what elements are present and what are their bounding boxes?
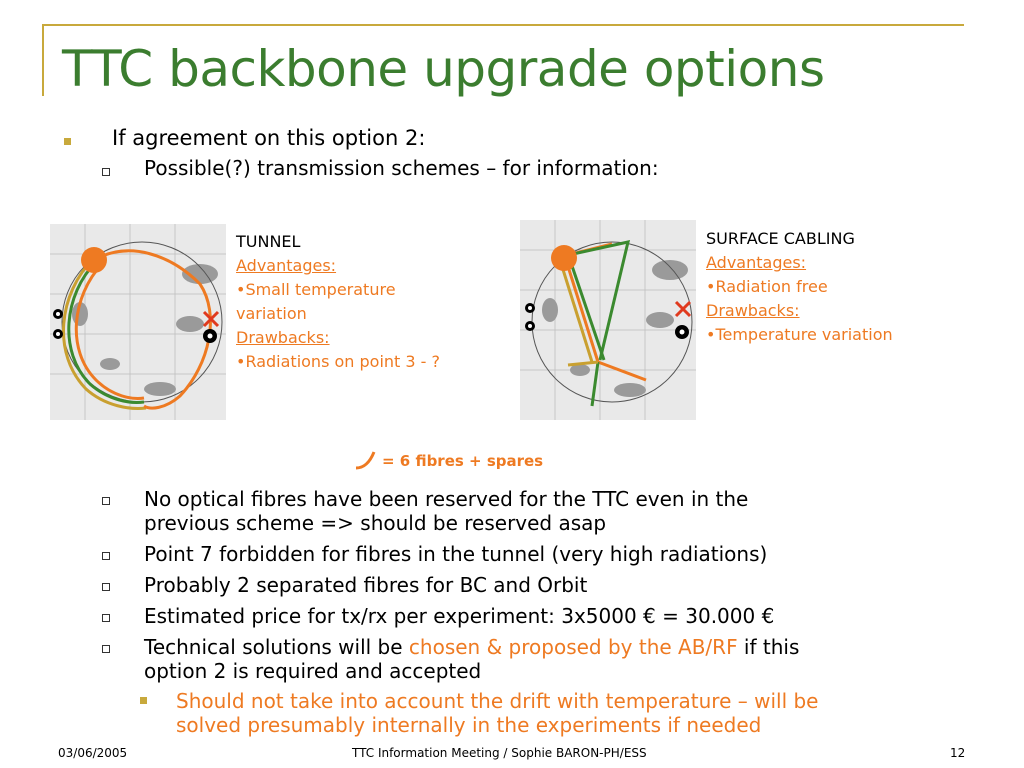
fibre-legend-icon	[354, 448, 380, 472]
main-bullet-text: If agreement on this option 2:	[112, 126, 426, 150]
bullet-hollow-square-icon	[102, 552, 110, 560]
footer-date: 03/06/2005	[58, 746, 128, 760]
tunnel-map-figure	[50, 224, 226, 420]
point-3: Probably 2 separated fibres for BC and Orbit	[144, 573, 588, 597]
footer-page-number: 12	[950, 746, 966, 760]
point-5-text-c: if this	[737, 635, 800, 659]
tunnel-advantages-label: Advantages:	[236, 256, 337, 275]
fibre-legend-text: = 6 fibres + spares	[382, 452, 544, 470]
point-5-line-2: option 2 is required and accepted	[144, 659, 482, 683]
sub-point-line-2: solved presumably internally in the experiments if needed	[176, 713, 762, 737]
slide-title: TTC backbone upgrade options	[62, 40, 825, 98]
footer-center: TTC Information Meeting / Sophie BARON-PH/ESS	[352, 746, 647, 760]
point-5-line-1	[144, 635, 799, 659]
bullet-hollow-square-icon	[102, 497, 110, 505]
tunnel-advantage-1b: variation	[236, 304, 307, 323]
point-1-line-2: previous scheme => should be reserved asap	[144, 511, 607, 535]
point-4: Estimated price for tx/rx per experiment: 3x5000 € = 30.000 €	[144, 604, 775, 628]
bullet-hollow-square-icon	[102, 614, 110, 622]
surface-caption	[706, 227, 893, 347]
surface-drawbacks-label: Drawbacks:	[706, 301, 800, 320]
frame-top-line	[42, 24, 964, 26]
surface-drawback-1: •Temperature variation	[706, 325, 893, 344]
point-5-text-a: Technical solutions will be	[144, 635, 409, 659]
tunnel-heading: TUNNEL	[236, 232, 301, 251]
sub-bullet-text: Possible(?) transmission schemes – for information:	[144, 156, 659, 180]
bullet-square-icon	[140, 697, 147, 704]
tunnel-advantage-1: •Small temperature	[236, 280, 396, 299]
sub-point-line-1: Should not take into account the drift with temperature – will be	[176, 689, 819, 713]
point-2: Point 7 forbidden for fibres in the tunnel (very high radiations)	[144, 542, 768, 566]
tunnel-drawbacks-label: Drawbacks:	[236, 328, 330, 347]
surface-advantage-1: •Radiation free	[706, 277, 828, 296]
surface-advantages-label: Advantages:	[706, 253, 807, 272]
surface-map-figure	[520, 220, 696, 420]
bullet-hollow-square-icon	[102, 583, 110, 591]
tunnel-caption	[236, 230, 440, 374]
point-marker	[81, 247, 107, 273]
bullet-square-icon	[64, 138, 71, 145]
surface-heading: SURFACE CABLING	[706, 229, 855, 248]
bullet-hollow-square-icon	[102, 168, 110, 176]
frame-left-line	[42, 24, 44, 96]
point-1-line-1: No optical fibres have been reserved for the TTC even in the	[144, 487, 749, 511]
point-5-text-highlight: chosen & proposed by the AB/RF	[408, 635, 738, 659]
bullet-hollow-square-icon	[102, 645, 110, 653]
tunnel-drawback-1: •Radiations on point 3 - ?	[236, 352, 441, 371]
